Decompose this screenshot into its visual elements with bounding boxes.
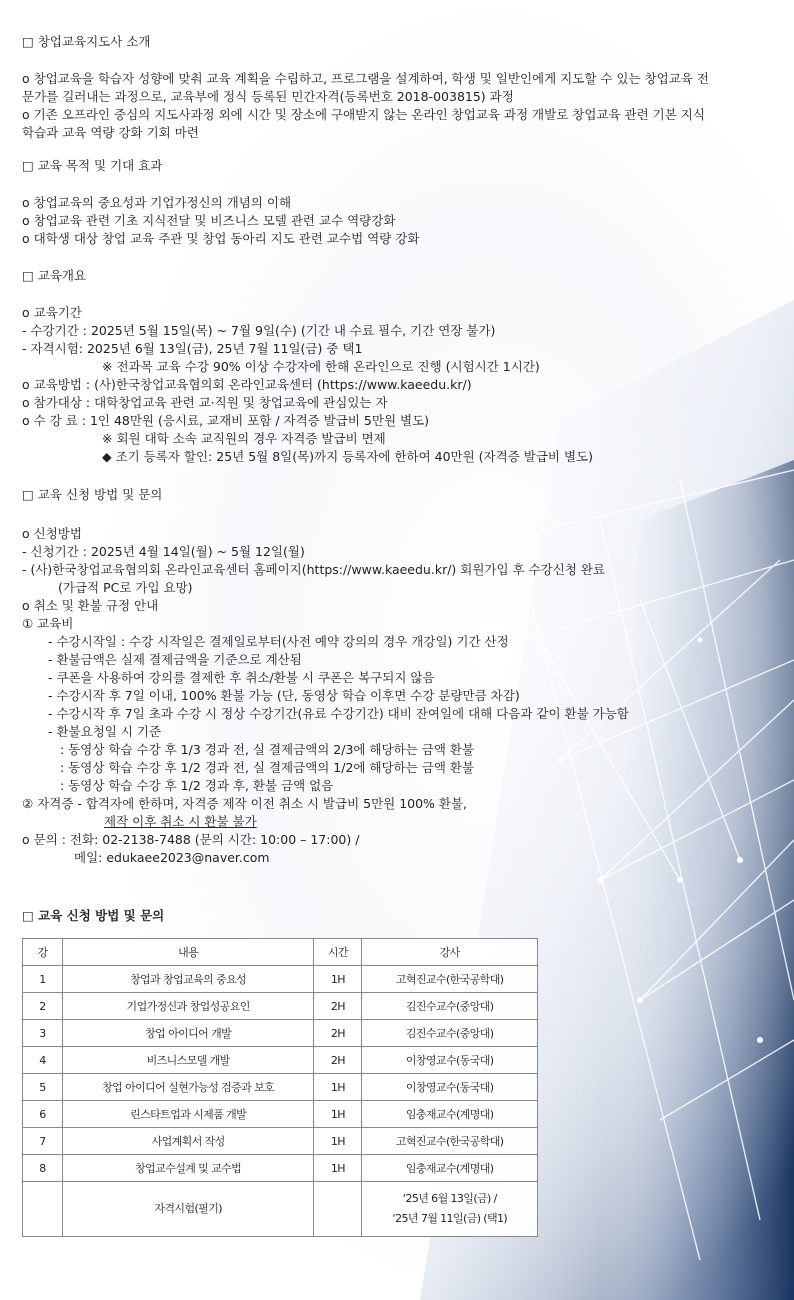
cell-content: 린스타트업과 시제품 개발 (62, 1101, 313, 1128)
cell-time: 2H (314, 1020, 362, 1047)
cell-content: 창업 아이디어 개발 (62, 1020, 313, 1047)
table-row (23, 993, 538, 1020)
cell-no: 2 (23, 993, 63, 1020)
table-row (23, 1047, 538, 1074)
cell-lecturer: 이창영교수(동국대) (362, 1074, 538, 1101)
header-cell: 강사 (362, 939, 538, 966)
cell-lecturer: 김진수교수(중앙대) (362, 993, 538, 1020)
cell-no: 8 (23, 1155, 63, 1182)
paragraph-line: - 수강시작 후 7일 이내, 100% 환불 가능 (단, 동영상 학습 이후면 수강 분량만큼 차감) (48, 688, 520, 703)
paragraph-line: - 수강시작 후 7일 초과 수강 시 정상 수강기간(유료 수강기간) 대비 잔여일에 대해 다음과 같이 환불 가능함 (48, 706, 629, 721)
paragraph-line: : 동영상 학습 수강 후 1/2 경과 전, 실 결제금액의 1/2에 해당하는 금액 환불 (60, 760, 475, 775)
header-cell: 시간 (314, 939, 362, 966)
paragraph-line: o 창업교육을 학습자 성향에 맞춰 교육 계획을 수립하고, 프로그램을 설계하여, 학생 및 일반인에게 지도할 수 있는 창업교육 전 (22, 71, 709, 86)
cell-content: 창업과 창업교육의 중요성 (62, 966, 313, 993)
cell-no: 4 (23, 1047, 63, 1074)
cell-lecturer: 임충재교수(계명대) (362, 1101, 538, 1128)
course-schedule-table (22, 938, 538, 1237)
cell-no: 6 (23, 1101, 63, 1128)
paragraph-line: 문가를 길러내는 과정으로, 교육부에 정식 등록된 민간자격(등록번호 2018-003815) 과정 (22, 89, 514, 104)
cell-lecturer: 고혁진교수(한국공학대) (362, 1128, 538, 1155)
paragraph-line: - 환불요청일 시 기준 (48, 724, 162, 739)
cell-time: 1H (314, 1074, 362, 1101)
exam-date-line: ‘25년 6월 13일(금) / (402, 1192, 497, 1205)
cell-lecturer: 이창영교수(동국대) (362, 1047, 538, 1074)
table-header-row (23, 939, 538, 966)
paragraph-line: : 동영상 학습 수강 후 1/3 경과 전, 실 결제금액의 2/3에 해당하는 금액 환불 (60, 742, 475, 757)
cell-content: 기업가정신과 창업성공요인 (62, 993, 313, 1020)
cell-content: 창업 아이디어 실현가능성 검증과 보호 (62, 1074, 313, 1101)
header-cell: 내용 (62, 939, 313, 966)
cell-time (314, 1182, 362, 1237)
paragraph-line: - 자격시험: 2025년 6월 13일(금), 25년 7월 11일(금) 중 택1 (22, 341, 363, 356)
paragraph-line: ※ 전과목 교육 수강 90% 이상 수강자에 한해 온라인으로 진행 (시험시간 1시간) (102, 359, 540, 374)
cell-lecturer: 임충재교수(계명대) (362, 1155, 538, 1182)
contact-phone: o 문의 : 전화: 02-2138-7488 (문의 시간: 10:00 – 17:00) / (22, 832, 360, 847)
cell-time: 2H (314, 993, 362, 1020)
cell-time: 1H (314, 1155, 362, 1182)
paragraph-line: o 취소 및 환불 규정 안내 (22, 598, 159, 613)
cell-content: 사업계획서 작성 (62, 1128, 313, 1155)
paragraph-line: o 기존 오프라인 중심의 지도사과정 외에 시간 및 장소에 구애받지 않는 온라인 창업교육 과정 개발로 창업교육 관련 기본 지식 (22, 107, 705, 122)
paragraph-line: o 참가대상 : 대학창업교육 관련 교·직원 및 창업교육에 관심있는 자 (22, 395, 388, 410)
cell-no (23, 1182, 63, 1237)
paragraph-line: o 수 강 료 : 1인 48만원 (응시료, 교재비 포함 / 자격증 발급비 5만원 별도) (22, 413, 430, 428)
cell-no: 7 (23, 1128, 63, 1155)
paragraph-line: o 신청방법 (22, 526, 82, 541)
paragraph-line: 학습과 교육 역량 강화 기회 마련 (22, 125, 199, 140)
cell-no: 1 (23, 966, 63, 993)
cell-time: 1H (314, 1101, 362, 1128)
table-row (23, 1128, 538, 1155)
section-heading-purpose: □ 교육 목적 및 기대 효과 (22, 158, 163, 173)
table-row (23, 1101, 538, 1128)
cell-content: 비즈니스모델 개발 (62, 1047, 313, 1074)
paragraph-line: o 창업교육의 중요성과 기업가정신의 개념의 이해 (22, 195, 292, 210)
cell-time: 1H (314, 1128, 362, 1155)
paragraph-line: ② 자격증 - 합격자에 한하며, 자격증 제작 이전 취소 시 발급비 5만원 100% 환불, (22, 796, 468, 811)
paragraph-line: - 신청기간 : 2025년 4월 14일(월) ~ 5월 12일(월) (22, 544, 305, 559)
paragraph-line: : 동영상 학습 수강 후 1/2 경과 후, 환불 금액 없음 (60, 778, 334, 793)
paragraph-line: ※ 회원 대학 소속 교직원의 경우 자격증 발급비 면제 (102, 431, 386, 446)
cell-time: 2H (314, 1047, 362, 1074)
paragraph-line: o 교육기간 (22, 305, 82, 320)
exam-date-line: ‘25년 7월 11일(금) (택1) (392, 1212, 508, 1225)
header-cell: 강 (23, 939, 63, 966)
cell-exam-dates (362, 1182, 538, 1237)
section-heading-intro: □ 창업교육지도사 소개 (22, 34, 151, 49)
table-row (23, 1155, 538, 1182)
cell-content: 자격시험(필기) (62, 1182, 313, 1237)
paragraph-line: - 수강기간 : 2025년 5월 15일(목) ~ 7월 9일(수) (기간 내 수료 필수, 기간 연장 불가) (22, 323, 496, 338)
paragraph-line: (가급적 PC로 가입 요망) (58, 580, 193, 595)
paragraph-line: ① 교육비 (22, 616, 74, 631)
table-row (23, 1074, 538, 1101)
cell-content: 창업교수설계 및 교수법 (62, 1155, 313, 1182)
table-row (23, 1020, 538, 1047)
section-heading-apply: □ 교육 신청 방법 및 문의 (22, 487, 163, 502)
cell-lecturer: 고혁진교수(한국공학대) (362, 966, 538, 993)
paragraph-line: - 쿠폰을 사용하여 강의를 결제한 후 취소/환불 시 쿠폰은 복구되지 않음 (48, 670, 435, 685)
cell-no: 5 (23, 1074, 63, 1101)
section-heading-overview: □ 교육개요 (22, 268, 87, 283)
paragraph-line: - 환불금액은 실제 결제금액을 기준으로 계산됨 (48, 652, 302, 667)
paragraph-line: ◆ 조기 등록자 할인: 25년 5월 8일(목)까지 등록자에 한하여 40만원 (자격증 발급비 별도) (102, 449, 593, 464)
contact-email: 메일: edukaee2023@naver.com (74, 850, 270, 865)
cell-lecturer: 김진수교수(중앙대) (362, 1020, 538, 1047)
paragraph-line: o 창업교육 관련 기초 지식전달 및 비즈니스 모델 관련 교수 역량강화 (22, 213, 396, 228)
paragraph-line: - 수강시작일 : 수강 시작일은 결제일로부터(사전 예약 강의의 경우 개강일) 기간 산정 (48, 634, 509, 649)
paragraph-line: o 교육방법 : (사)한국창업교육협의회 온라인교육센터 (https://www.kaeedu.kr/) (22, 377, 472, 392)
section-heading-schedule: □ 교육 신청 방법 및 문의 (22, 908, 165, 923)
paragraph-line-underlined: 제작 이후 취소 시 환불 불가 (104, 814, 257, 829)
paragraph-line: o 대학생 대상 창업 교육 주관 및 창업 동아리 지도 관련 교수법 역량 강화 (22, 231, 420, 246)
cell-time: 1H (314, 966, 362, 993)
table-row (23, 966, 538, 993)
table-row-exam (23, 1182, 538, 1237)
paragraph-line: - (사)한국창업교육협의회 온라인교육센터 홈페이지(https://www.kaeedu.kr/) 회원가입 후 수강신청 완료 (22, 562, 606, 577)
cell-no: 3 (23, 1020, 63, 1047)
